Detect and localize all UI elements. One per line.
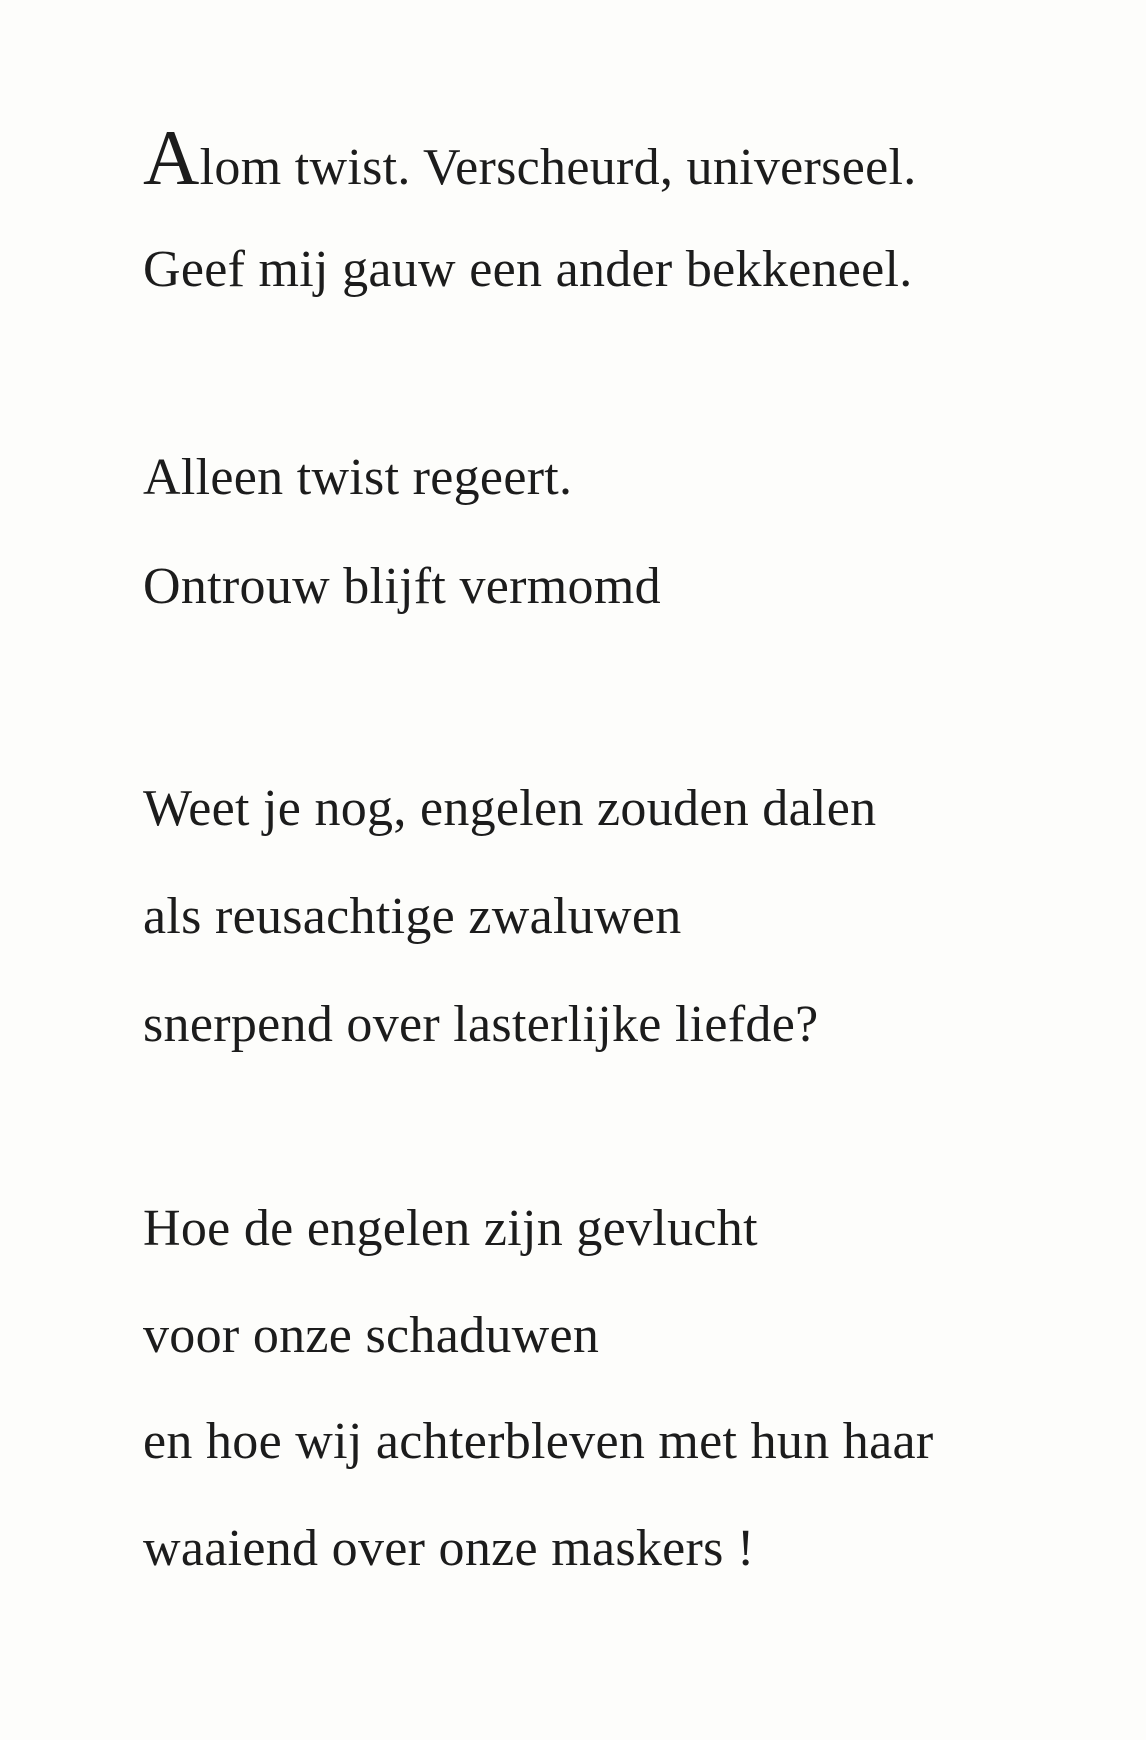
poem-line-7: snerpend over lasterlijke liefde? xyxy=(143,996,819,1053)
poem-line-3: Alleen twist regeert. xyxy=(143,449,573,506)
poem-line-1-text: lom twist. Verscheurd, universeel. xyxy=(199,139,917,196)
poem-line-1 xyxy=(143,114,917,201)
poem-line-11: waaiend over onze maskers ! xyxy=(143,1520,755,1577)
drop-cap: A xyxy=(143,114,200,201)
poem-line-10: en hoe wij achterbleven met hun haar xyxy=(143,1413,934,1470)
poem-line-6: als reusachtige zwaluwen xyxy=(143,888,682,945)
poem-line-8: Hoe de engelen zijn gevlucht xyxy=(143,1200,758,1257)
poem-line-2: Geef mij gauw een ander bekkeneel. xyxy=(143,241,913,298)
poem-line-4: Ontrouw blijft vermomd xyxy=(143,558,661,615)
poem-line-9: voor onze schaduwen xyxy=(143,1307,600,1364)
poem-line-5: Weet je nog, engelen zouden dalen xyxy=(143,780,877,837)
